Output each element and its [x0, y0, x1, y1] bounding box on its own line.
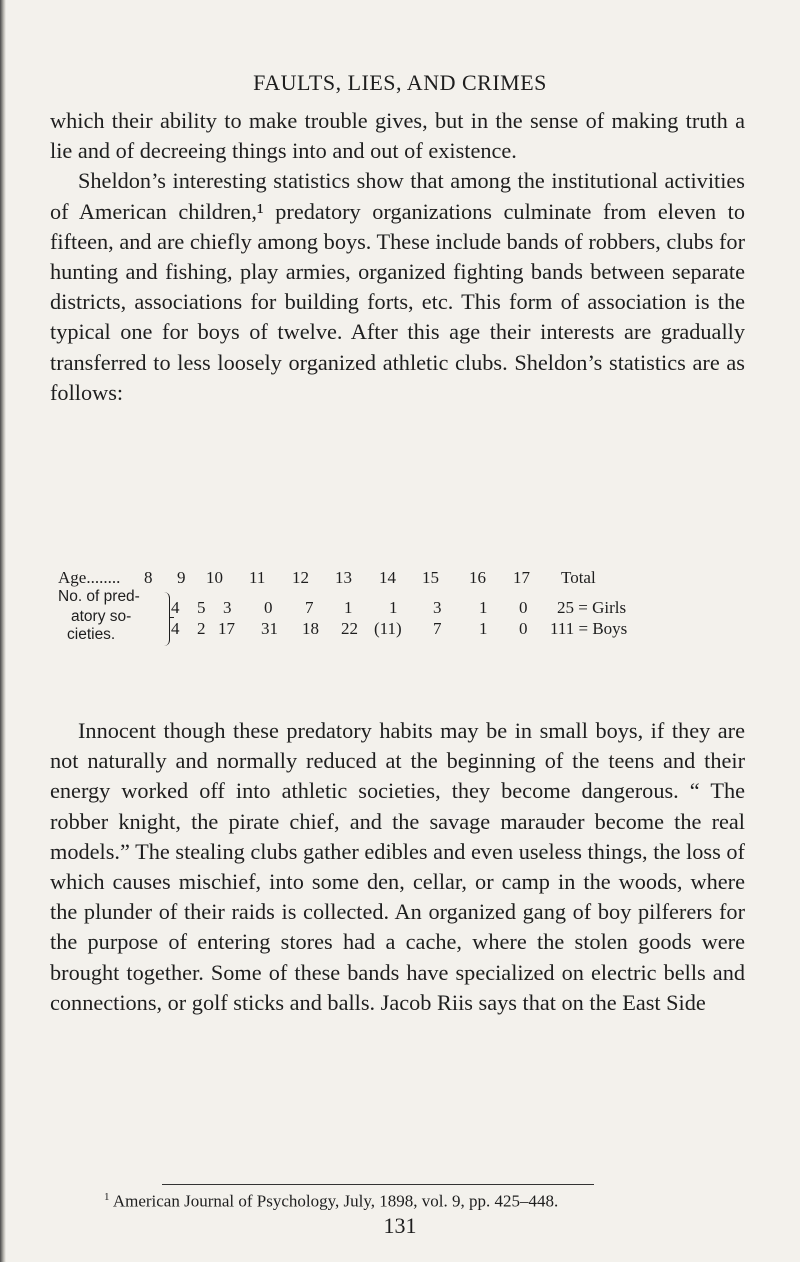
boys-cell: 7 [433, 619, 442, 638]
girls-cell: 3 [223, 598, 232, 617]
paragraph-3: Innocent though these predatory habits may be in small boys, if they are not naturally and normally reduced at the beginning of the teens and their energy worked off into athletic societies, they become dangerous. “ The robber knight, the pirate chief, and the savage marauder become the real models.” The stealing clubs gather edibles and even useless things, the loss of which causes mischief, into some den, cellar, or camp in the woods, where the plunder of their raids is collected. An organized gang of boy pilferers for the purpose of entering stores had a cache, where the stolen goods were brought together. Some of these bands have specialized on electric bells and connections, or golf sticks and balls. Jacob Riis says that on the East Side [50, 718, 745, 1015]
girls-cell: 4 [171, 598, 180, 617]
age-header: 12 [292, 568, 309, 587]
running-title: FAULTS, LIES, AND CRIMES [253, 70, 547, 95]
girls-cell: 7 [305, 598, 314, 617]
row-label-line: atory so- [71, 608, 132, 625]
girls-cell: 0 [264, 598, 273, 617]
total-header: Total [561, 568, 596, 587]
boys-cell: 22 [341, 619, 358, 638]
body-text-upper [50, 106, 745, 408]
page-edge-shadow [0, 0, 6, 1262]
boys-total: 111 = Boys [550, 619, 628, 638]
girls-cell: 1 [344, 598, 353, 617]
girls-cell: 1 [389, 598, 398, 617]
row-label-line: cieties. [67, 626, 116, 643]
row-brace [161, 592, 170, 646]
boys-cell: 1 [479, 619, 488, 638]
age-label: Age........ [58, 568, 121, 587]
age-header: 16 [469, 568, 486, 587]
age-header: 11 [249, 568, 266, 587]
age-header: 17 [513, 568, 530, 587]
paragraph-1: which their ability to make trouble gives, but in the sense of making truth a lie and of decreeing things into and out of existence. [50, 108, 745, 164]
footnote-text: American Journal of Psychology, July, 1898, vol. 9, pp. 425–448. [112, 1191, 559, 1211]
body-text-lower [50, 716, 745, 1018]
girls-cell: 5 [197, 598, 206, 617]
girls-cell: 1 [479, 598, 488, 617]
boys-cell: 4 [171, 619, 180, 638]
boys-cell: 0 [519, 619, 528, 638]
age-header: 13 [335, 568, 352, 587]
girls-cell: 3 [433, 598, 442, 617]
footnote-rule [162, 1184, 594, 1185]
boys-cell: 2 [197, 619, 206, 638]
age-header: 8 [144, 568, 153, 587]
page-number: 131 [383, 1213, 417, 1238]
boys-cell: 18 [302, 619, 319, 638]
footnote [104, 1191, 558, 1212]
boys-cell: 31 [261, 619, 278, 638]
statistics-table [58, 568, 758, 678]
age-header: 9 [177, 568, 186, 587]
age-header: 10 [206, 568, 223, 587]
age-header: 15 [422, 568, 439, 587]
boys-cell: (11) [374, 619, 402, 638]
age-header: 14 [379, 568, 396, 587]
girls-total: 25 = Girls [557, 598, 627, 617]
girls-cell: 0 [519, 598, 528, 617]
footnote-marker: 1 [104, 1191, 110, 1203]
paragraph-2: Sheldon’s interesting statistics show that among the institutional activities of American children,¹ predatory organizations culminate from eleven to fifteen, and are chiefly among boys. These include bands of robbers, clubs for hunting and fishing, play armies, organized fighting bands between separate districts, associations for building forts, etc. This form of association is the typical one for boys of twelve. After this age their interests are gradually transferred to less loosely organized athletic clubs. Sheldon’s statistics are as follows: [50, 168, 745, 405]
row-label-line: No. of pred- [58, 588, 140, 605]
boys-cell: 17 [218, 619, 235, 638]
